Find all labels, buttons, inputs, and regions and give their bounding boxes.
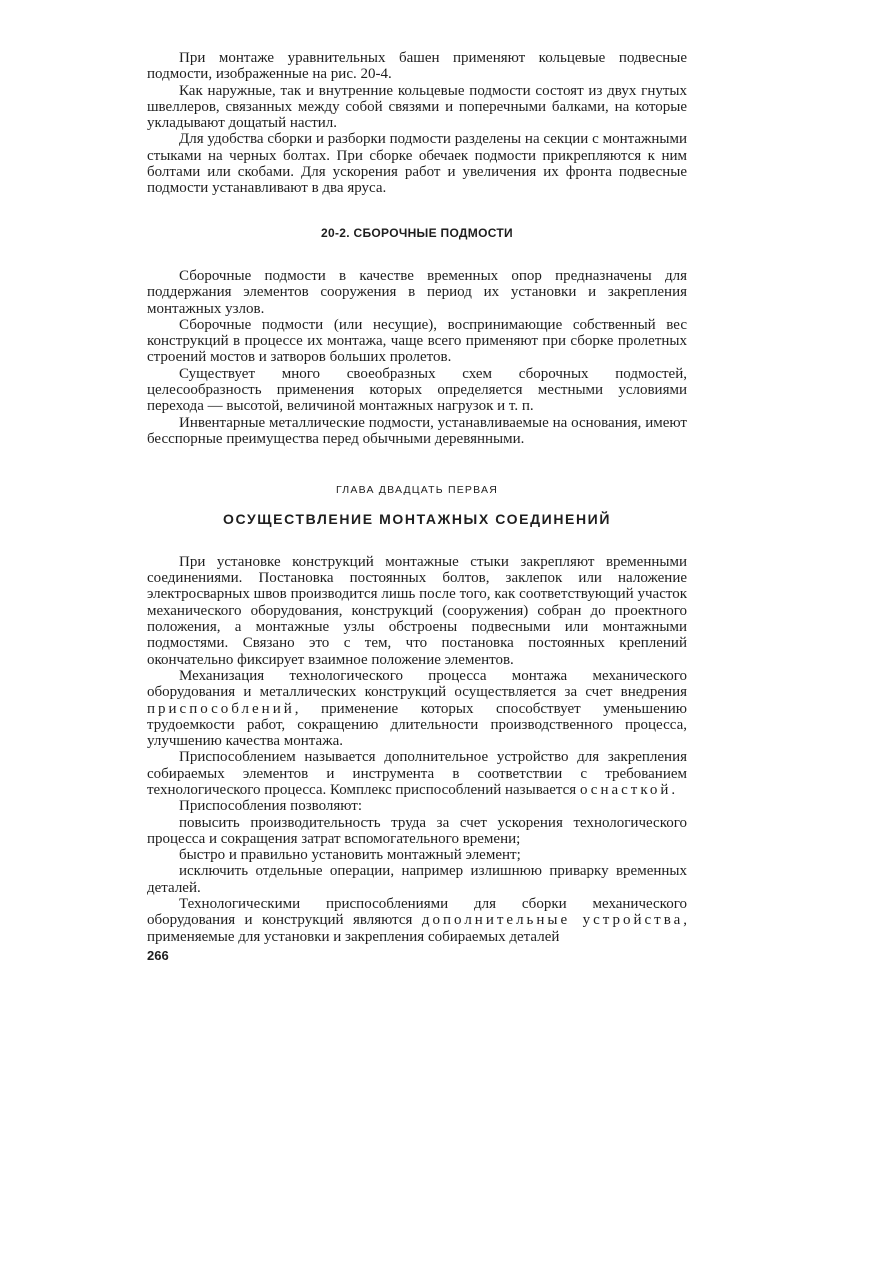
- list-intro: Приспособления позволяют:: [179, 798, 363, 815]
- text-run: , применяемые для установки и закрепления собираемых деталей: [147, 912, 687, 945]
- text-run: , применение которых способствует уменьшению трудоемкости работ, сокращению длительности производственного процесса, улучшению качества монтажа.: [147, 700, 687, 750]
- paragraph: При монтаже уравнительных башен применяют кольцевые подвесные подмости, изображенные на рис. 20-4.: [147, 50, 687, 83]
- paragraph: Инвентарные металлические подмости, устанавливаемые на основания, имеют бесспорные преимущества перед обычными деревянными.: [147, 414, 687, 447]
- list-item: быстро и правильно установить монтажный элемент;: [179, 847, 521, 864]
- spaced-term: дополнительные устройства: [421, 912, 684, 929]
- list-item: повысить производительность труда за счет ускорения технологического процесса и сокращения затрат вспомогательного времени;: [147, 814, 687, 847]
- text-run: Приспособлением называется дополнительное устройство для закрепления собираемых элементов и инструмента в соответствии с требованием технологического процесса. Комплекс приспособлений называется: [147, 749, 687, 798]
- paragraph: Существует много своеобразных схем сборочных подмостей, целесообразность применения которых определяется местными условиями перехода — высотой, величиной монтажных нагрузок и т. п.: [147, 365, 687, 415]
- text-run: .: [671, 781, 676, 798]
- list-item: исключить отдельные операции, например излишнюю приварку временных деталей.: [147, 863, 687, 896]
- spaced-term: приспособлений: [147, 700, 295, 717]
- paragraph: Сборочные подмости в качестве временных опор предназначены для поддержания элементов сооружения в период их установки и закрепления монтажных узлов.: [147, 267, 687, 317]
- text-run: Технологическими приспособлениями для сборки механического оборудования и конструкций являются: [147, 896, 687, 929]
- page-number: 266: [147, 947, 169, 963]
- spaced-term: оснасткой: [579, 781, 672, 798]
- chapter-title: ОСУЩЕСТВЛЕНИЕ МОНТАЖНЫХ СОЕДИНЕНИЙ: [222, 510, 611, 527]
- paragraph: Как наружные, так и внутренние кольцевые подмости состоят из двух гнутых швеллеров, связанных между собой связями и поперечными балками, на которые укладывают дощатый настил.: [147, 82, 687, 132]
- paragraph: Сборочные подмости (или несущие), воспринимающие собственный вес конструкций в процессе их монтажа, чаще всего применяют при сборке пролетных строений мостов и затворов больших пролетов.: [147, 316, 687, 366]
- paragraph: [147, 749, 687, 798]
- paragraph: При установке конструкций монтажные стыки закрепляют временными соединениями. Постановка постоянных болтов, заклепок или наложение электросварных швов производится лишь после того, как соответствующий участок механического оборудования, конструкций (сооружения) собран до проектного положения, а монтажные узлы обстроены подвесными или монтажными подмостями. Связано это с тем, что постановка постоянных креплений окончательно фиксирует взаимное положение элементов.: [147, 553, 687, 668]
- section-title: 20-2. СБОРОЧНЫЕ ПОДМОСТИ: [321, 225, 513, 240]
- book-page: [147, 50, 687, 964]
- paragraph: [147, 668, 687, 749]
- text-run: Механизация технологического процесса монтажа механического оборудования и металлических конструкций осуществляется за счет внедрения: [147, 667, 687, 701]
- chapter-label: ГЛАВА ДВАДЦАТЬ ПЕРВАЯ: [336, 484, 498, 497]
- paragraph: Для удобства сборки и разборки подмости разделены на секции с монтажными стыками на черных болтах. При сборке обечаек подмости прикрепляются к ним болтами или скобами. Для ускорения работ и увеличения их фронта подвесные подмости устанавливают в два яруса.: [147, 131, 687, 197]
- paragraph: [147, 896, 687, 945]
